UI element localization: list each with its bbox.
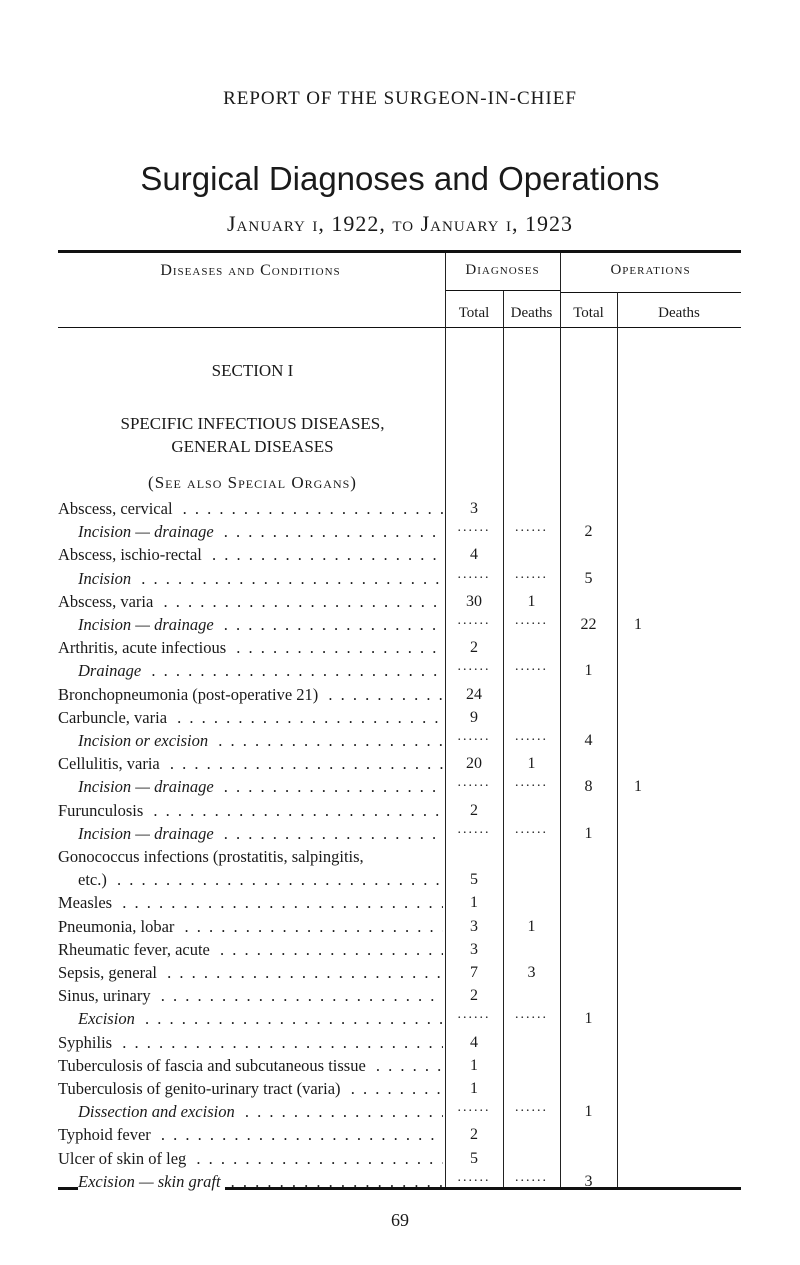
cell-diag-total: 9 <box>470 709 478 726</box>
cell-diag-total: 4 <box>470 1034 478 1051</box>
col-header-diag-deaths: Deaths <box>510 305 553 321</box>
procedure-row-label: Dissection and excision . . . <box>78 1102 443 1122</box>
page-number: 69 <box>391 1210 409 1230</box>
diagnosis-row-label: Sepsis, general . . . <box>58 963 443 983</box>
cell-diag-deaths: 1 <box>527 755 536 772</box>
col-group-operations: Operations <box>610 262 691 278</box>
diagnosis-row-label: Abscess, varia . . . <box>58 592 443 612</box>
leader-dots: ...... <box>457 613 491 628</box>
cell-diag-total: 2 <box>470 639 478 656</box>
cell-diag-total: 3 <box>470 941 478 958</box>
cell-op-total: 1 <box>584 1010 593 1027</box>
leader-dots: ...... <box>515 1170 548 1185</box>
cell-op-total: 8 <box>584 778 593 795</box>
cell-diag-total: 1 <box>470 1057 478 1074</box>
leader-dots: ...... <box>515 1100 548 1115</box>
cell-diag-total: 1 <box>470 894 478 911</box>
column-divider <box>560 253 561 1187</box>
operations-group-rule <box>560 292 741 293</box>
diagnosis-row-label: Measles . . . <box>58 893 443 913</box>
cell-op-total: 22 <box>580 616 597 633</box>
running-head: REPORT OF THE SURGEON-IN-CHIEF <box>223 88 577 109</box>
procedure-row-label: Incision — drainage . . . <box>78 824 443 844</box>
cell-diag-total: 2 <box>470 1126 478 1143</box>
cell-op-deaths: 1 <box>634 778 642 795</box>
table-top-rule <box>58 250 741 253</box>
procedure-row-label: Incision — drainage . . . <box>78 522 443 542</box>
leader-dots: ...... <box>515 613 548 628</box>
col-header-op-deaths: Deaths <box>658 305 700 321</box>
diagnosis-row-label: Rheumatic fever, acute . . . <box>58 940 443 960</box>
leader-dots: ...... <box>457 520 491 535</box>
diagnosis-row-label: Tuberculosis of genito-urinary tract (varia) . . . <box>58 1079 443 1099</box>
leader-dots: ...... <box>457 1170 491 1185</box>
leader-dots: ...... <box>515 567 548 582</box>
section-label: SECTION I <box>211 361 294 380</box>
col-header-op-total: Total <box>573 305 604 321</box>
diagnosis-row-label: Tuberculosis of fascia and subcutaneous tissue . . . <box>58 1056 443 1076</box>
column-divider <box>617 292 618 1187</box>
section-title-line-2: GENERAL DISEASES <box>171 437 334 456</box>
cell-diag-total: 5 <box>470 871 478 888</box>
cell-diag-total: 24 <box>466 686 482 703</box>
cell-diag-total: 5 <box>470 1150 478 1167</box>
col-header-diag-total: Total <box>458 305 490 321</box>
section-note: (See also Special Organs) <box>148 473 357 492</box>
cell-diag-total: 3 <box>470 500 478 517</box>
section-title-line-1: SPECIFIC INFECTIOUS DISEASES, <box>120 414 385 433</box>
leader-dots: ...... <box>515 659 548 674</box>
leader-dots: ...... <box>457 729 491 744</box>
diagnosis-row-label: Cellulitis, varia . . . <box>58 754 443 774</box>
header-bottom-rule <box>58 327 741 328</box>
cell-op-total: 1 <box>584 825 593 842</box>
cell-op-total: 2 <box>584 523 593 540</box>
page-title: Surgical Diagnoses and Operations <box>140 160 660 197</box>
leader-dots: ...... <box>515 729 548 744</box>
procedure-row-label: Incision or excision . . . <box>78 731 443 751</box>
diagnosis-row-label: Bronchopneumonia (post-operative 21) . . . <box>58 685 443 705</box>
leader-dots: ...... <box>457 1100 491 1115</box>
leader-dots: ...... <box>457 659 491 674</box>
diagnosis-row-label: Arthritis, acute infectious . . . <box>58 638 443 658</box>
cell-diag-deaths: 1 <box>527 918 536 935</box>
col-group-diagnoses: Diagnoses <box>465 262 540 278</box>
diagnosis-row-label: Furunculosis . . . <box>58 801 443 821</box>
procedure-row-label: Incision . . . <box>78 569 443 589</box>
cell-op-total: 1 <box>584 662 593 679</box>
cell-op-total: 3 <box>584 1173 593 1190</box>
cell-diag-total: 30 <box>466 593 482 610</box>
leader-dots: ...... <box>457 822 491 837</box>
diagnosis-row-label: Carbuncle, varia . . . <box>58 708 443 728</box>
cell-diag-deaths: 1 <box>527 593 536 610</box>
diagnosis-row-label: etc.) . . . <box>78 870 443 890</box>
cell-diag-total: 2 <box>470 802 478 819</box>
diagnosis-row-label: Ulcer of skin of leg . . . <box>58 1149 443 1169</box>
leader-dots: ...... <box>515 775 548 790</box>
cell-diag-total: 3 <box>470 918 478 935</box>
procedure-row-label: Incision — drainage . . . <box>78 777 443 797</box>
diagnosis-row-label: Gonococcus infections (prostatitis, salpingitis, <box>58 847 443 867</box>
procedure-row-label: Excision . . . <box>78 1009 443 1029</box>
cell-diag-total: 20 <box>466 755 482 772</box>
leader-dots: ...... <box>457 1007 491 1022</box>
diagnosis-row-label: Syphilis . . . <box>58 1033 443 1053</box>
diagnosis-row-label: Pneumonia, lobar . . . <box>58 917 443 937</box>
cell-op-total: 5 <box>584 570 593 587</box>
cell-diag-total: 1 <box>470 1080 478 1097</box>
leader-dots: ...... <box>515 520 548 535</box>
diagnosis-row-label: Abscess, ischio-rectal . . . <box>58 545 443 565</box>
leader-dots: ...... <box>515 822 548 837</box>
procedure-row-label: Incision — drainage . . . <box>78 615 443 635</box>
diagnosis-row-label: Sinus, urinary . . . <box>58 986 443 1006</box>
procedure-row-label: Excision — skin graft . . . <box>78 1172 443 1192</box>
cell-op-deaths: 1 <box>634 616 642 633</box>
cell-op-total: 4 <box>584 732 593 749</box>
cell-diag-total: 7 <box>470 964 478 981</box>
leader-dots: ...... <box>515 1007 548 1022</box>
procedure-row-label: Drainage . . . <box>78 661 443 681</box>
leader-dots: ...... <box>457 775 491 790</box>
diagnosis-row-label: Abscess, cervical . . . <box>58 499 443 519</box>
diagnosis-row-label: Typhoid fever . . . <box>58 1125 443 1145</box>
leader-dots: ...... <box>457 567 491 582</box>
cell-diag-total: 4 <box>470 546 478 563</box>
page-subtitle: January i, 1922, to January i, 1923 <box>226 211 574 236</box>
col-header-diseases: Diseases and Conditions <box>160 262 341 279</box>
cell-diag-total: 2 <box>470 987 478 1004</box>
cell-op-total: 1 <box>584 1103 593 1120</box>
cell-diag-deaths: 3 <box>527 964 536 981</box>
